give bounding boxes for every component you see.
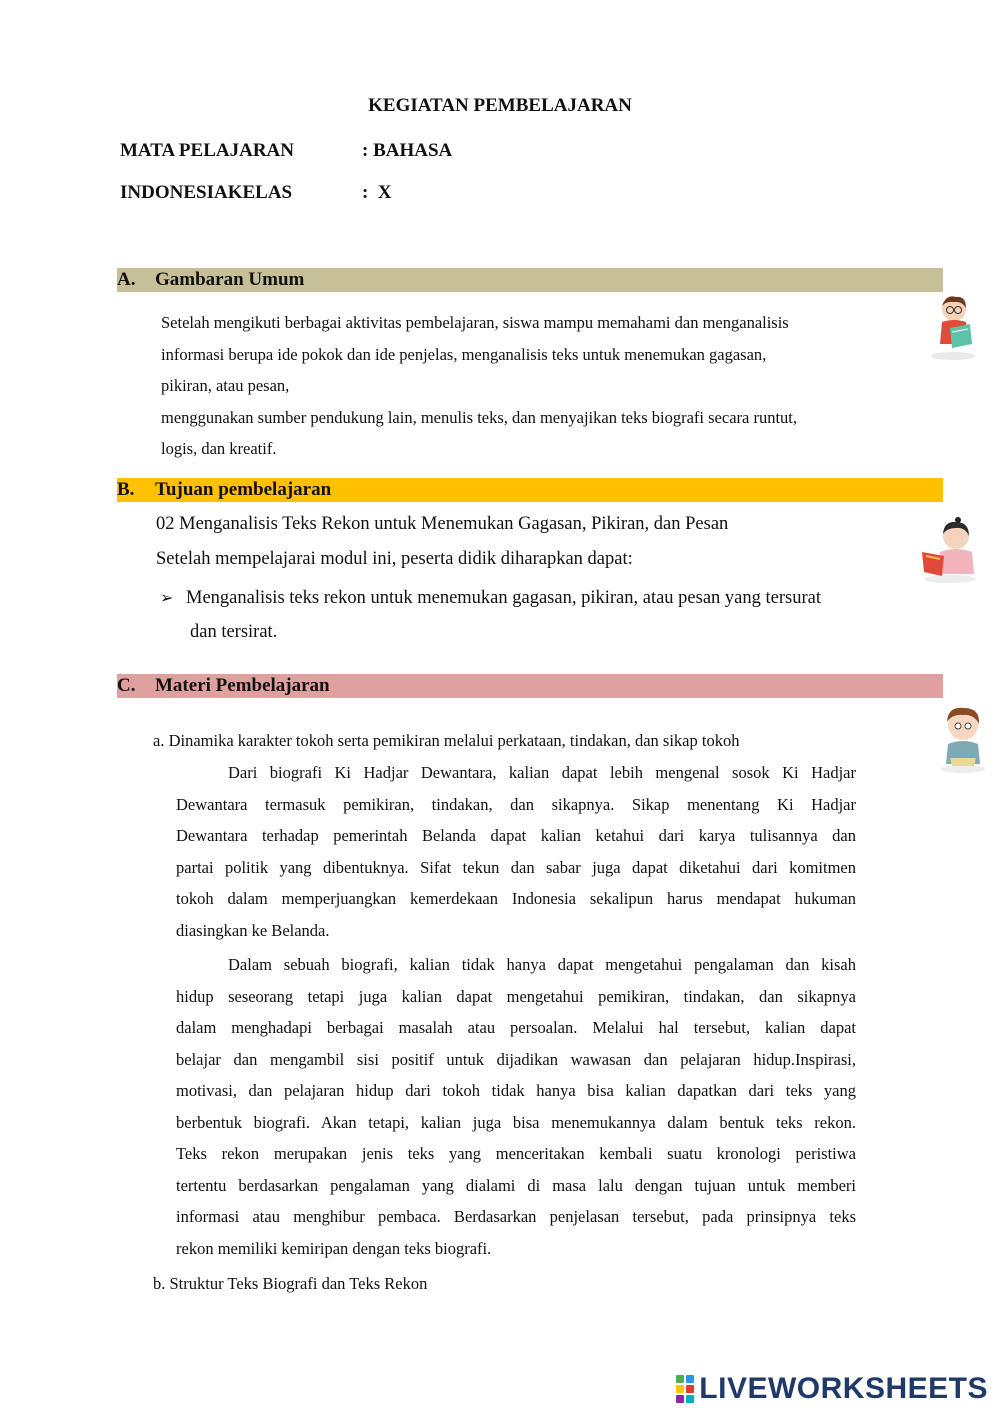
paragraph-line: Dari biografi Ki Hadjar Dewantara, kalian dapat lebih mengenal sosok Ki Hadjar — [228, 763, 856, 782]
section-b-heading: Tujuan pembelajaran — [155, 479, 332, 500]
paragraph-line: Dalam sebuah biografi, kalian tidak hanya dapat mengetahui pengalaman dan kisah — [228, 955, 856, 974]
paragraph-2 — [176, 949, 856, 1264]
bullet-text-continued: dan tersirat. — [190, 622, 278, 642]
paragraph-line: tertentu berdasarkan pengalaman yang dialami di masa lalu dengan tujuan untuk memberi — [176, 1175, 856, 1195]
child-thinking-icon — [936, 702, 990, 774]
material-item-a: a. Dinamika karakter tokoh serta pemikiran melalui perkataan, tindakan, dan sikap tokoh — [153, 731, 740, 750]
paragraph-line: partai politik yang dibentuknya. Sifat tekun dan sabar juga dapat diketahui dari komitmen — [176, 857, 856, 877]
class-label: INDONESIAKELAS — [120, 182, 293, 203]
paragraph-line: belajar dan mengambil sisi positif untuk dijadikan wawasan dan pelajaran hidup.Inspirasi, — [176, 1049, 856, 1069]
girl-reading-book-icon — [918, 516, 982, 584]
section-a-body — [161, 307, 901, 465]
paragraph-1 — [176, 757, 856, 946]
subject-label: MATA PELAJARAN — [120, 140, 294, 161]
section-a-letter: A. — [117, 269, 136, 290]
bullet-text: Menganalisis teks rekon untuk menemukan gagasan, pikiran, atau pesan yang tersurat — [186, 588, 821, 608]
logo-grid-icon — [676, 1375, 694, 1403]
section-c-heading: Materi Pembelajaran — [155, 675, 330, 696]
boy-reading-book-icon — [926, 292, 980, 362]
objective-intro: Setelah mempelajarai modul ini, peserta didik diharapkan dapat: — [156, 549, 633, 569]
section-a-header — [117, 268, 943, 292]
section-a-heading: Gambaran Umum — [155, 269, 305, 290]
logo-text: LIVEWORKSHEETS — [699, 1372, 988, 1405]
section-b-header — [117, 478, 943, 502]
paragraph-line: Dewantara termasuk pemikiran, tindakan, dan sikapnya. Sikap menentang Ki Hadjar — [176, 794, 856, 814]
liveworksheets-logo — [676, 1372, 988, 1406]
section-a-line: logis, dan kreatif. — [161, 439, 277, 458]
paragraph-line: Teks rekon merupakan jenis teks yang menceritakan kembali suatu kronologi peristiwa — [176, 1144, 856, 1163]
paragraph-line: motivasi, dan pelajaran hidup dari tokoh tidak hanya bisa kalian dapatkan dari teks yang — [176, 1081, 856, 1100]
paragraph-line: berbentuk biografi. Akan tetapi, kalian juga bisa menemukannya dalam bentuk teks rekon. — [176, 1112, 856, 1132]
section-c-letter: C. — [117, 675, 136, 696]
objective-text: 02 Menganalisis Teks Rekon untuk Menemukan Gagasan, Pikiran, dan Pesan — [156, 514, 729, 534]
paragraph-line: informasi atau menghibur pembaca. Berdasarkan penjelasan tersebut, pada prinsipnya teks — [176, 1207, 856, 1226]
material-item-b: b. Struktur Teks Biografi dan Teks Rekon — [153, 1274, 428, 1293]
paragraph-line: tokoh dalam memperjuangkan kemerdekaan Indonesia sekalipun harus mendapat hukuman — [176, 889, 856, 908]
subject-value: : BAHASA — [362, 140, 453, 161]
section-a-line: menggunakan sumber pendukung lain, menulis teks, dan menyajikan teks biografi secara runtut, — [161, 407, 797, 427]
section-a-line: Setelah mengikuti berbagai aktivitas pembelajaran, siswa mampu memahami dan menganalisis — [161, 313, 789, 332]
page-title: KEGIATAN PEMBELAJARAN — [368, 95, 632, 116]
bullet-arrow-icon: ➢ — [160, 590, 174, 607]
section-b-letter: B. — [117, 479, 135, 500]
paragraph-line: hidup seseorang tetapi juga kalian dapat mengetahui pemikiran, tindakan, dan sikapnya — [176, 986, 856, 1006]
paragraph-line: diasingkan ke Belanda. — [176, 920, 330, 940]
section-a-line: informasi berupa ide pokok dan ide penjelas, menganalisis teks untuk menemukan gagasan, — [161, 344, 767, 364]
paragraph-line: dalam menghadapi berbagai masalah atau persoalan. Melalui hal tersebut, kalian dapat — [176, 1018, 856, 1037]
section-c-header — [117, 674, 943, 698]
paragraph-line: rekon memiliki kemiripan dengan teks biografi. — [176, 1238, 492, 1258]
paragraph-line: Dewantara terhadap pemerintah Belanda dapat kalian ketahui dari karya tulisannya dan — [176, 826, 856, 845]
section-a-line: pikiran, atau pesan, — [161, 376, 290, 395]
class-value: : X — [362, 182, 392, 203]
